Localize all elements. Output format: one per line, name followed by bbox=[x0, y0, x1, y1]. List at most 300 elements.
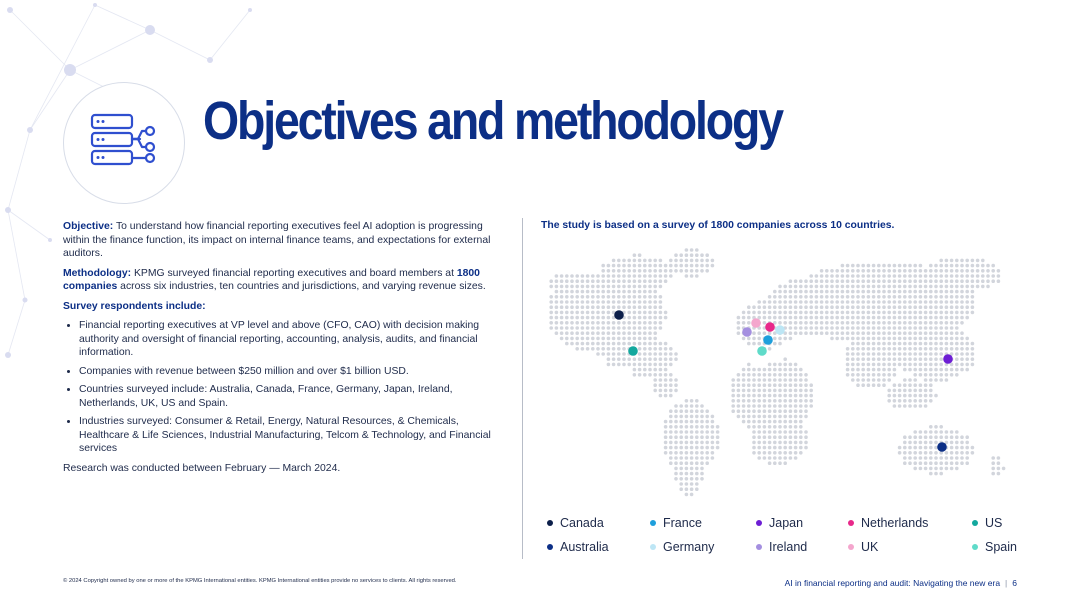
map-dot bbox=[612, 337, 616, 341]
map-dot bbox=[575, 337, 579, 341]
map-dot bbox=[799, 316, 803, 320]
map-dot bbox=[794, 446, 798, 450]
map-dot bbox=[960, 311, 964, 315]
map-dot bbox=[861, 300, 865, 304]
map-dot bbox=[841, 269, 845, 273]
map-dot bbox=[633, 290, 637, 294]
map-dot bbox=[643, 259, 647, 263]
map-dot bbox=[861, 363, 865, 367]
map-dot bbox=[960, 368, 964, 372]
map-dot bbox=[617, 342, 621, 346]
map-dot bbox=[934, 347, 938, 351]
map-dot bbox=[679, 482, 683, 486]
map-dot bbox=[804, 430, 808, 434]
map-dot bbox=[575, 321, 579, 325]
map-dot bbox=[841, 305, 845, 309]
map-dot bbox=[757, 425, 761, 429]
map-dot bbox=[565, 342, 569, 346]
map-dot bbox=[893, 321, 897, 325]
map-dot bbox=[747, 321, 751, 325]
map-dot bbox=[659, 378, 663, 382]
map-dot bbox=[867, 305, 871, 309]
map-dot bbox=[617, 290, 621, 294]
map-dot bbox=[908, 300, 912, 304]
map-dot bbox=[893, 269, 897, 273]
map-dot bbox=[752, 368, 756, 372]
map-dot bbox=[960, 342, 964, 346]
map-dot bbox=[856, 321, 860, 325]
map-dot bbox=[919, 321, 923, 325]
map-dot bbox=[617, 285, 621, 289]
map-dot bbox=[794, 295, 798, 299]
map-dot bbox=[919, 446, 923, 450]
map-dot bbox=[955, 321, 959, 325]
map-dot bbox=[830, 279, 834, 283]
map-dot bbox=[929, 311, 933, 315]
map-dot bbox=[669, 456, 673, 460]
map-dot bbox=[929, 368, 933, 372]
map-dot bbox=[877, 269, 881, 273]
map-dot bbox=[929, 357, 933, 361]
map-dot bbox=[659, 321, 663, 325]
legend-label: Australia bbox=[560, 540, 609, 554]
map-dot bbox=[596, 321, 600, 325]
map-dot bbox=[919, 441, 923, 445]
map-dot bbox=[867, 363, 871, 367]
map-dot bbox=[991, 274, 995, 278]
map-dot bbox=[643, 368, 647, 372]
legend-label: UK bbox=[861, 540, 879, 554]
map-dot bbox=[882, 279, 886, 283]
map-dot bbox=[586, 316, 590, 320]
map-dot bbox=[950, 274, 954, 278]
map-dot bbox=[705, 446, 709, 450]
map-dot bbox=[908, 441, 912, 445]
map-dot bbox=[934, 435, 938, 439]
map-dot bbox=[820, 290, 824, 294]
map-dot bbox=[773, 415, 777, 419]
map-dot bbox=[607, 290, 611, 294]
map-dot bbox=[643, 269, 647, 273]
map-dot bbox=[820, 305, 824, 309]
map-dot bbox=[851, 264, 855, 268]
objective-text: To understand how financial reporting executives feel AI adoption is progressing within the finance function, its impact on internal finance teams, and expectations for external auditors. bbox=[63, 221, 491, 259]
map-dot bbox=[971, 357, 975, 361]
map-dot bbox=[773, 300, 777, 304]
map-dot bbox=[742, 409, 746, 413]
map-dot bbox=[794, 409, 798, 413]
map-dot bbox=[991, 467, 995, 471]
map-dot bbox=[783, 305, 787, 309]
map-dot bbox=[950, 441, 954, 445]
map-dot bbox=[945, 290, 949, 294]
map-dot bbox=[711, 415, 715, 419]
map-dot bbox=[913, 373, 917, 377]
map-dot bbox=[851, 331, 855, 335]
map-dot bbox=[913, 378, 917, 382]
map-dot bbox=[783, 435, 787, 439]
map-dot bbox=[752, 430, 756, 434]
map-dot bbox=[742, 415, 746, 419]
map-dot bbox=[913, 311, 917, 315]
map-dot bbox=[773, 456, 777, 460]
map-dot bbox=[778, 441, 782, 445]
map-dot bbox=[861, 347, 865, 351]
map-dot bbox=[794, 305, 798, 309]
map-dot bbox=[846, 274, 850, 278]
map-dot bbox=[581, 274, 585, 278]
map-dot bbox=[893, 383, 897, 387]
map-dot bbox=[768, 409, 772, 413]
map-dot bbox=[861, 357, 865, 361]
map-dot bbox=[799, 373, 803, 377]
map-dot bbox=[846, 311, 850, 315]
map-dot bbox=[893, 326, 897, 330]
map-dot bbox=[898, 311, 902, 315]
map-dot bbox=[659, 394, 663, 398]
map-dot bbox=[612, 326, 616, 330]
map-dot bbox=[804, 389, 808, 393]
map-dot bbox=[924, 347, 928, 351]
map-dot bbox=[638, 347, 642, 351]
map-dot bbox=[705, 420, 709, 424]
map-dot bbox=[919, 467, 923, 471]
map-dot bbox=[669, 451, 673, 455]
map-dot bbox=[581, 316, 585, 320]
map-dot bbox=[955, 446, 959, 450]
map-dot bbox=[627, 300, 631, 304]
map-dot bbox=[965, 290, 969, 294]
map-dot bbox=[773, 435, 777, 439]
map-dot bbox=[669, 357, 673, 361]
map-dot bbox=[913, 357, 917, 361]
map-dot bbox=[789, 373, 793, 377]
map-dot bbox=[867, 347, 871, 351]
map-dot bbox=[695, 404, 699, 408]
map-dot bbox=[913, 368, 917, 372]
map-dot bbox=[659, 326, 663, 330]
map-dot bbox=[679, 409, 683, 413]
map-dot bbox=[638, 279, 642, 283]
map-dot bbox=[903, 316, 907, 320]
map-dot bbox=[924, 389, 928, 393]
map-dot bbox=[674, 430, 678, 434]
map-dot bbox=[659, 305, 663, 309]
map-dot bbox=[887, 264, 891, 268]
map-dot bbox=[581, 279, 585, 283]
map-dot bbox=[622, 337, 626, 341]
map-dot bbox=[903, 435, 907, 439]
map-dot bbox=[872, 264, 876, 268]
map-dot bbox=[669, 461, 673, 465]
map-dot bbox=[679, 461, 683, 465]
map-dot bbox=[695, 435, 699, 439]
map-dot bbox=[908, 446, 912, 450]
map-dot bbox=[653, 259, 657, 263]
map-dot bbox=[919, 456, 923, 460]
map-dot bbox=[768, 305, 772, 309]
map-marker-germany bbox=[775, 325, 785, 335]
map-dot bbox=[596, 326, 600, 330]
map-dot bbox=[607, 269, 611, 273]
map-dot bbox=[674, 472, 678, 476]
list-item: • Countries surveyed include: Australia, Canada, France, Germany, Japan, Ireland, Netherlands, UK, US and Spain. bbox=[79, 383, 493, 410]
map-dot bbox=[601, 274, 605, 278]
map-dot bbox=[679, 441, 683, 445]
map-dot bbox=[887, 394, 891, 398]
map-dot bbox=[565, 316, 569, 320]
map-dot bbox=[924, 363, 928, 367]
map-dot bbox=[976, 285, 980, 289]
map-dot bbox=[768, 316, 772, 320]
map-dot bbox=[783, 430, 787, 434]
map-dot bbox=[700, 456, 704, 460]
map-dot bbox=[648, 305, 652, 309]
map-dot bbox=[612, 285, 616, 289]
map-dot bbox=[903, 264, 907, 268]
map-dot bbox=[924, 274, 928, 278]
map-dot bbox=[955, 331, 959, 335]
map-dot bbox=[768, 331, 772, 335]
map-dot bbox=[596, 347, 600, 351]
map-dot bbox=[757, 430, 761, 434]
map-dot bbox=[950, 326, 954, 330]
map-dot bbox=[903, 295, 907, 299]
list-item: • Industries surveyed: Consumer & Retail, Energy, Natural Resources, & Chemicals, Healthcare & Life Sciences, Industrial Manufacturing, Telcom & Technology, and Financial services bbox=[79, 415, 493, 456]
map-dot bbox=[653, 279, 657, 283]
map-dot bbox=[903, 446, 907, 450]
map-dot bbox=[789, 290, 793, 294]
map-dot bbox=[549, 316, 553, 320]
map-dot bbox=[560, 331, 564, 335]
map-dot bbox=[581, 342, 585, 346]
map-dot bbox=[685, 446, 689, 450]
map-dot bbox=[867, 279, 871, 283]
map-dot bbox=[835, 285, 839, 289]
map-dot bbox=[986, 279, 990, 283]
map-dot bbox=[887, 331, 891, 335]
map-dot bbox=[887, 347, 891, 351]
map-dot bbox=[695, 472, 699, 476]
map-dot bbox=[773, 399, 777, 403]
map-dot bbox=[664, 264, 668, 268]
map-dot bbox=[809, 279, 813, 283]
map-dot bbox=[690, 420, 694, 424]
map-dot bbox=[955, 290, 959, 294]
map-dot bbox=[971, 446, 975, 450]
map-dot bbox=[856, 274, 860, 278]
legend-dot bbox=[756, 520, 762, 526]
map-dot bbox=[955, 337, 959, 341]
map-dot bbox=[794, 311, 798, 315]
map-dot bbox=[768, 441, 772, 445]
map-dot bbox=[835, 321, 839, 325]
map-dot bbox=[939, 290, 943, 294]
map-dot bbox=[789, 441, 793, 445]
map-dot bbox=[773, 389, 777, 393]
map-dot bbox=[825, 290, 829, 294]
map-dot bbox=[711, 435, 715, 439]
map-dot bbox=[711, 446, 715, 450]
map-dot bbox=[669, 415, 673, 419]
map-dot bbox=[856, 378, 860, 382]
map-dot bbox=[570, 326, 574, 330]
page-footer bbox=[785, 578, 1017, 588]
map-dot bbox=[867, 373, 871, 377]
map-dot bbox=[934, 373, 938, 377]
map-dot bbox=[789, 409, 793, 413]
map-dot bbox=[705, 456, 709, 460]
map-dot bbox=[742, 389, 746, 393]
map-dot bbox=[882, 264, 886, 268]
map-dot bbox=[945, 316, 949, 320]
map-dot bbox=[934, 441, 938, 445]
map-dot bbox=[919, 383, 923, 387]
map-dot bbox=[809, 305, 813, 309]
map-dot bbox=[825, 326, 829, 330]
map-dot bbox=[965, 264, 969, 268]
map-dot bbox=[851, 378, 855, 382]
map-dot bbox=[981, 269, 985, 273]
map-dot bbox=[804, 409, 808, 413]
map-dot bbox=[633, 305, 637, 309]
map-dot bbox=[664, 311, 668, 315]
map-dot bbox=[908, 295, 912, 299]
map-dot bbox=[841, 285, 845, 289]
map-dot bbox=[934, 342, 938, 346]
map-dot bbox=[799, 290, 803, 294]
map-dot bbox=[929, 472, 933, 476]
map-dot bbox=[893, 337, 897, 341]
map-dot bbox=[690, 441, 694, 445]
map-dot bbox=[971, 352, 975, 356]
map-dot bbox=[570, 279, 574, 283]
map-dot bbox=[752, 342, 756, 346]
map-dot bbox=[737, 383, 741, 387]
map-dot bbox=[965, 279, 969, 283]
map-dot bbox=[601, 352, 605, 356]
map-dot bbox=[674, 264, 678, 268]
map-dot bbox=[945, 305, 949, 309]
map-dot bbox=[575, 305, 579, 309]
map-dot bbox=[960, 331, 964, 335]
map-dot bbox=[861, 279, 865, 283]
map-dot bbox=[825, 316, 829, 320]
map-dot bbox=[612, 305, 616, 309]
legend-label: Germany bbox=[663, 540, 715, 554]
map-dot bbox=[939, 425, 943, 429]
map-dot bbox=[768, 420, 772, 424]
map-dot bbox=[913, 337, 917, 341]
map-dot bbox=[773, 451, 777, 455]
map-dot bbox=[981, 279, 985, 283]
map-dot bbox=[913, 300, 917, 304]
map-dot bbox=[752, 451, 756, 455]
map-dot bbox=[893, 295, 897, 299]
map-dot bbox=[601, 347, 605, 351]
map-dot bbox=[965, 352, 969, 356]
map-dot bbox=[700, 467, 704, 471]
map-dot bbox=[924, 383, 928, 387]
map-dot bbox=[664, 342, 668, 346]
map-dot bbox=[867, 269, 871, 273]
map-dot bbox=[965, 368, 969, 372]
map-dot bbox=[939, 316, 943, 320]
map-dot bbox=[789, 331, 793, 335]
map-dot bbox=[877, 337, 881, 341]
map-dot bbox=[778, 435, 782, 439]
map-dot bbox=[934, 321, 938, 325]
map-dot bbox=[586, 285, 590, 289]
map-dot bbox=[768, 425, 772, 429]
map-dot bbox=[945, 435, 949, 439]
map-dot bbox=[929, 430, 933, 434]
map-dot bbox=[924, 446, 928, 450]
map-dot bbox=[882, 321, 886, 325]
map-dot bbox=[877, 290, 881, 294]
map-dot bbox=[950, 269, 954, 273]
map-dot bbox=[622, 363, 626, 367]
map-dot bbox=[622, 357, 626, 361]
map-dot bbox=[690, 430, 694, 434]
map-dot bbox=[820, 311, 824, 315]
map-dot bbox=[919, 430, 923, 434]
map-dot bbox=[607, 311, 611, 315]
map-dot bbox=[601, 326, 605, 330]
map-dot bbox=[638, 363, 642, 367]
map-dot bbox=[799, 446, 803, 450]
legend-label: US bbox=[985, 516, 1003, 530]
map-dot bbox=[809, 311, 813, 315]
map-dot bbox=[690, 467, 694, 471]
map-dot bbox=[783, 399, 787, 403]
legend-item-us bbox=[972, 516, 1002, 530]
map-dot bbox=[867, 316, 871, 320]
map-dot bbox=[861, 383, 865, 387]
map-dot bbox=[757, 368, 761, 372]
map-dot bbox=[768, 415, 772, 419]
map-dot bbox=[919, 269, 923, 273]
map-dot bbox=[960, 363, 964, 367]
map-dot bbox=[674, 404, 678, 408]
map-dot bbox=[674, 378, 678, 382]
map-dot bbox=[789, 279, 793, 283]
map-dot bbox=[955, 441, 959, 445]
map-dot bbox=[919, 311, 923, 315]
map-dot bbox=[898, 394, 902, 398]
map-dot bbox=[851, 316, 855, 320]
map-dot bbox=[633, 279, 637, 283]
map-dot bbox=[945, 467, 949, 471]
map-dot bbox=[747, 404, 751, 408]
map-dot bbox=[622, 259, 626, 263]
map-dot bbox=[872, 357, 876, 361]
map-dot bbox=[643, 300, 647, 304]
map-dot bbox=[633, 331, 637, 335]
map-dot bbox=[945, 321, 949, 325]
map-dot bbox=[674, 352, 678, 356]
map-dot bbox=[643, 331, 647, 335]
map-dot bbox=[612, 295, 616, 299]
map-dot bbox=[960, 295, 964, 299]
map-dot bbox=[560, 311, 564, 315]
map-dot bbox=[768, 383, 772, 387]
map-dot bbox=[939, 357, 943, 361]
map-dot bbox=[690, 425, 694, 429]
map-dot bbox=[638, 331, 642, 335]
map-dot bbox=[778, 321, 782, 325]
map-dot bbox=[627, 290, 631, 294]
